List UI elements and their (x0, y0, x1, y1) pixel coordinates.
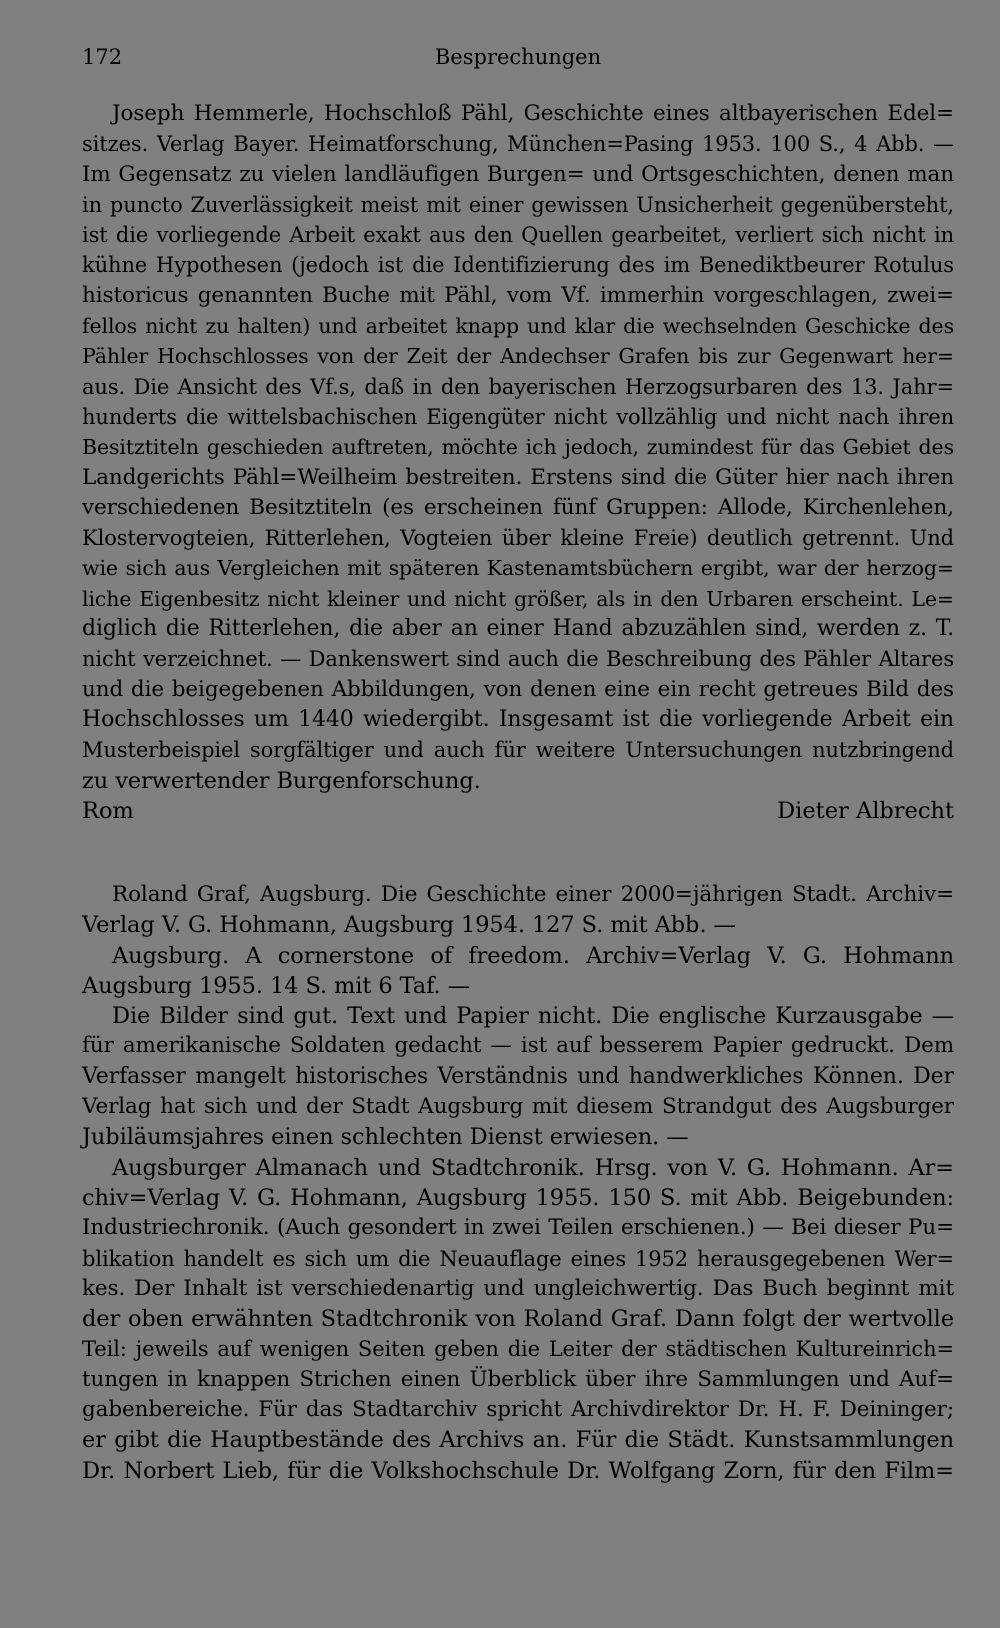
text-line: liche Eigenbesitz nicht kleiner und nicht größer, als in den Urbaren erscheint. Le= (82, 586, 954, 611)
text-line: gabenbereiche. Für das Stadtarchiv spricht Archivdirektor Dr. H. F. Deininger; (82, 1397, 954, 1423)
page-number: 172 (82, 45, 123, 69)
text-line: Verlag hat sich und der Stadt Augsburg mit diesem Strandgut des Augsburger (82, 1094, 954, 1120)
text-line: Verlag V. G. Hohmann, Augsburg 1954. 127 S. mit Abb. — (82, 912, 736, 939)
text-line: kühne Hypothesen (jedoch ist die Identifizierung des im Benediktbeurer Rotulus (82, 253, 954, 278)
text-line: kes. Der Inhalt ist verschiedenartig und ungleichwertig. Das Buch beginnt mit (82, 1275, 954, 1301)
text-line: Industriechronik. (Auch gesondert in zwei Teilen erschienen.) — Bei dieser Pu= (82, 1215, 954, 1241)
text-line: zu verwertender Burgenforschung. (82, 767, 481, 794)
running-head: Besprechungen (434, 45, 602, 69)
text-line: Joseph Hemmerle, Hochschloß Pähl, Geschichte eines altbayerischen Edel= (112, 101, 954, 126)
review-signature (82, 796, 954, 826)
text-line: Hochschlosses um 1440 wiedergibt. Insgesamt ist die vorliegende Arbeit ein (82, 706, 954, 732)
text-line: Augsburger Almanach und Stadtchronik. Hrsg. von V. G. Hohmann. Ar= (112, 1154, 954, 1181)
text-line: Dr. Norbert Lieb, für die Volkshochschule Dr. Wolfgang Zorn, für den Film= (82, 1457, 954, 1484)
text-line: ist die vorliegende Arbeit exakt aus den Quellen gearbeitet, verliert sich nicht in (82, 223, 954, 248)
text-line: nicht verzeichnet. — Dankenswert sind auch die Beschreibung des Pähler Altares (82, 647, 954, 672)
text-line: sitzes. Verlag Bayer. Heimatforschung, München=Pasing 1953. 100 S., 4 Abb. — (82, 132, 954, 157)
text-line: aus. Die Ansicht des Vf.s, daß in den bayerischen Herzogsurbaren des 13. Jahr= (82, 374, 954, 399)
page-header (82, 42, 954, 72)
text-line: Musterbeispiel sorgfältiger und auch für weitere Untersuchungen nutzbringend (82, 738, 954, 763)
text-line: und die beigegebenen Abbildungen, von denen eine ein recht getreues Bild des (82, 676, 954, 702)
text-line: Teil: jeweils auf wenigen Seiten geben die Leiter der städtischen Kultureinrich= (82, 1337, 954, 1362)
text-line: der oben erwähnten Stadtchronik von Roland Graf. Dann folgt der wertvolle (82, 1306, 954, 1333)
text-line: Im Gegensatz zu vielen landläufigen Burgen= und Ortsgeschichten, denen man (82, 161, 954, 187)
text-line: Verfasser mangelt historisches Verständnis und handwerkliches Können. Der (82, 1063, 954, 1089)
text-line: verschiedenen Besitztiteln (es erscheinen fünf Gruppen: Allode, Kirchenlehen, (82, 494, 954, 520)
text-line: wie sich aus Vergleichen mit späteren Kastenamtsbüchern ergibt, war der herzog= (82, 556, 954, 581)
text-line: Augsburg 1955. 14 S. mit 6 Taf. — (82, 972, 471, 999)
text-line: Besitztiteln geschieden auftreten, möchte ich jedoch, zumindest für das Gebiet des (82, 435, 954, 460)
text-line: Roland Graf, Augsburg. Die Geschichte einer 2000=jährigen Stadt. Archiv= (112, 882, 954, 907)
text-line: tungen in knappen Strichen einen Überblick über ihre Sammlungen und Auf= (82, 1366, 954, 1392)
review-hemmerle (82, 99, 954, 826)
reviewer-name: Dieter Albrecht (777, 797, 954, 824)
text-line: Die Bilder sind gut. Text und Papier nicht. Die englische Kurzausgabe — (112, 1003, 954, 1030)
text-line: hunderts die wittelsbachischen Eigengüter nicht vollzählig und nicht nach ihren (82, 404, 954, 429)
text-line: Klostervogteien, Ritterlehen, Vogteien über kleine Freie) deutlich getrennt. Und (82, 526, 954, 551)
review-place: Rom (82, 797, 134, 824)
text-line: Landgerichts Pähl=Weilheim bestreiten. Erstens sind die Güter hier nach ihren (82, 464, 954, 490)
text-line: chiv=Verlag V. G. Hohmann, Augsburg 1955. 150 S. mit Abb. Beigebunden: (82, 1184, 954, 1211)
text-line: er gibt die Hauptbestände des Archivs an. Für die Städt. Kunstsammlungen (82, 1427, 954, 1454)
text-line: historicus genannten Buche mit Pähl, vom Vf. immerhin vorgeschlagen, zwei= (82, 282, 954, 308)
text-line: diglich die Ritterlehen, die aber an einer Hand abzuzählen sind, werden z. T. (82, 616, 954, 642)
text-line: fellos nicht zu halten) und arbeitet knapp und klar die wechselnden Geschicke des (82, 314, 954, 339)
text-line: in puncto Zuverlässigkeit meist mit einer gewissen Unsicherheit gegenübersteht, (82, 192, 954, 217)
text-line: Jubiläumsjahres einen schlechten Dienst erwiesen. — (82, 1124, 689, 1151)
text-line: Augsburg. A cornerstone of freedom. Archiv=Verlag V. G. Hohmann (112, 942, 954, 969)
text-line: Pähler Hochschlosses von der Zeit der Andechser Grafen bis zur Gegenwart her= (82, 344, 954, 369)
text-line: blikation handelt es sich um die Neuauflage eines 1952 herausgegebenen Wer= (82, 1246, 954, 1271)
review-augsburg (82, 880, 954, 1486)
text-line: für amerikanische Soldaten gedacht — ist auf besserem Papier gedruckt. Dem (82, 1033, 954, 1059)
